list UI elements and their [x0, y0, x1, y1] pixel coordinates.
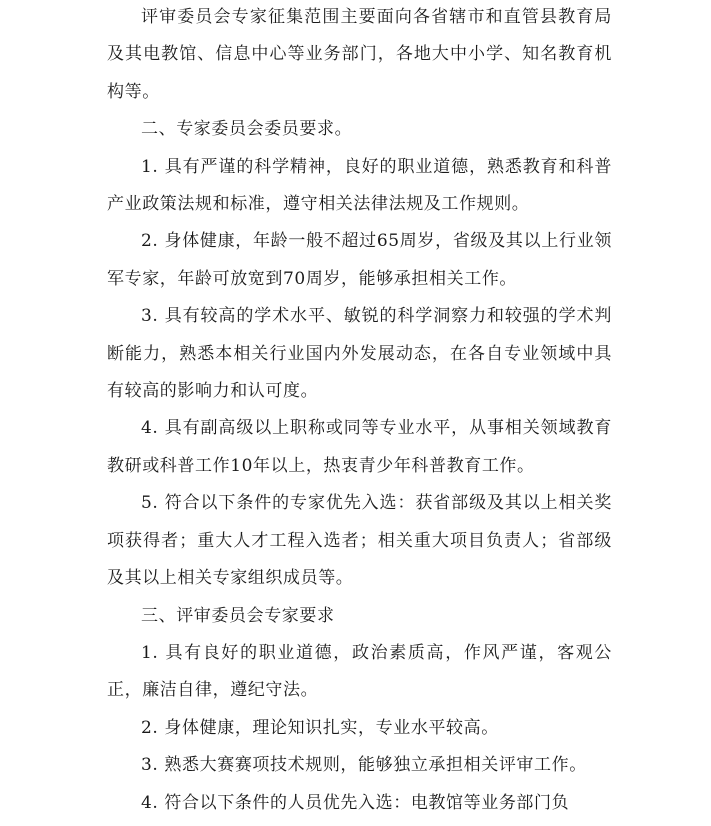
- paragraph-committee-req-5: 5. 符合以下条件的专家优先入选：获省部级及其以上相关奖项获得者；重大人才工程入选者；相关重大项目负责人；省部级及其以上相关专家组织成员等。: [107, 493, 612, 589]
- heading-section-3: 三、评审委员会专家要求: [141, 605, 335, 626]
- heading-section-2: 二、专家委员会委员要求。: [141, 119, 353, 140]
- paragraph-judge-req-3: 3. 熟悉大赛赛项技术规则，能够独立承担相关评审工作。: [141, 755, 587, 776]
- paragraph-scope: 评审委员会专家征集范围主要面向各省辖市和直管县教育局及其电教馆、信息中心等业务部门，各地大中小学、知名教育机构等。: [107, 7, 612, 102]
- paragraph-judge-req-4: 4. 符合以下条件的人员优先入选：电教馆等业务部门负: [141, 792, 570, 813]
- paragraph-judge-req-1: 1. 具有良好的职业道德，政治素质高，作风严谨，客观公正，廉洁自律，遵纪守法。: [107, 642, 612, 701]
- paragraph-judge-req-2: 2. 身体健康，理论知识扎实，专业水平较高。: [141, 717, 499, 738]
- paragraph-committee-req-3: 3. 具有较高的学术水平、敏锐的科学洞察力和较强的学术判断能力，熟悉本相关行业国内外发展动态，在各自专业领域中具有较高的影响力和认可度。: [107, 306, 612, 402]
- paragraph-committee-req-4: 4. 具有副高级以上职称或同等专业水平，从事相关领域教育教研或科普工作10年以上，热衷青少年科普教育工作。: [107, 418, 612, 476]
- paragraph-committee-req-1: 1. 具有严谨的科学精神，良好的职业道德，熟悉教育和科普产业政策法规和标准，遵守相关法律法规及工作规则。: [107, 156, 612, 215]
- paragraph-committee-req-2: 2. 身体健康，年龄一般不超过65周岁，省级及其以上行业领军专家，年龄可放宽到70周岁，能够承担相关工作。: [107, 231, 612, 289]
- document-body: [107, 0, 612, 822]
